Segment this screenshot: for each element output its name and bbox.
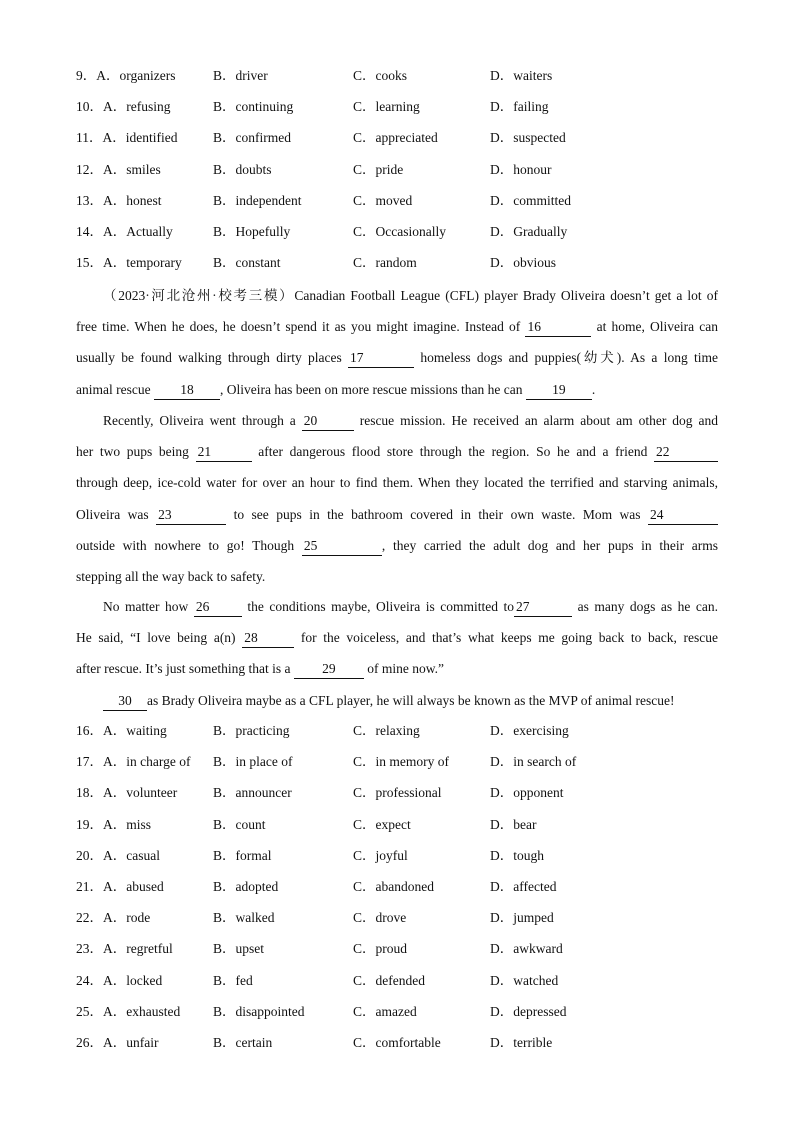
question-number: 12． [76,161,103,177]
option-d[interactable]: D．committed [490,192,571,208]
option-a-text: A．regretful [103,941,173,957]
option-b[interactable]: B．count [213,816,266,832]
option-a-text: A．refusing [103,99,171,115]
option-a-text: A．waiting [103,723,167,738]
blank-24[interactable]: 24 [648,507,718,525]
option-a-text: A．identified [102,130,178,146]
option-b[interactable]: B．doubts [213,161,272,177]
option-b[interactable]: B．announcer [213,785,292,801]
blank-22[interactable]: 22 [654,444,718,462]
question-number: 25． [76,1003,103,1019]
option-b[interactable]: B．adopted [213,879,279,894]
option-d[interactable]: D．watched [490,972,559,988]
option-b[interactable]: B．in place of [213,754,293,770]
option-d[interactable]: D．affected [490,879,557,894]
option-a[interactable] [76,222,173,242]
passage-line: Oliveira was 23 to see pups in the bathroom covered in their own waste. Mom was 24 [76,499,718,530]
option-c[interactable]: C．learning [353,99,420,115]
passage-line: through deep, ice-cold water for over an hour to find them. When they located the terrified and starving animals, [76,475,718,491]
blank-17[interactable]: 17 [348,350,414,368]
option-a[interactable] [76,877,164,897]
blank-27[interactable]: 27 [514,599,572,617]
passage-line: outside with nowhere to go! Though 25 , they carried the adult dog and her pups in their arms [76,530,718,561]
option-c[interactable]: C．joyful [353,847,408,863]
option-a[interactable] [76,253,182,273]
option-a-text: A．locked [103,972,163,988]
blank-19[interactable]: 19 [526,382,592,400]
option-a-text: A．in charge of [103,754,191,770]
option-a[interactable] [76,971,162,991]
option-d[interactable]: D．opponent [490,785,564,801]
passage-line: 30 as Brady Oliveira maybe as a CFL player, he will always be known as the MVP of animal rescue! [76,685,718,716]
option-a-text: A．organizers [96,68,176,83]
option-b[interactable]: B．independent [213,192,302,208]
blank-26[interactable]: 26 [194,599,242,617]
option-d[interactable]: D．honour [490,161,552,177]
option-d[interactable]: D．Gradually [490,224,568,239]
option-b[interactable]: B．upset [213,941,265,957]
option-a[interactable] [76,1002,180,1022]
option-c[interactable]: C．moved [353,192,413,208]
option-a-text: A．abused [103,879,164,894]
option-a-text: A．honest [103,192,162,208]
passage-line: usually be found walking through dirty places 17 homeless dogs and puppies(幼犬). As a long time [76,342,718,373]
option-c[interactable]: C．Occasionally [353,224,446,239]
blank-23[interactable]: 23 [156,507,226,525]
blank-29[interactable]: 29 [294,661,364,679]
question-number: 13． [76,192,103,208]
option-c[interactable]: C．relaxing [353,723,420,738]
passage-line: free time. When he does, he doesn’t spend it as you might imagine. Instead of 16 at home, Oliveira can [76,311,718,342]
option-c[interactable]: C．random [353,255,417,271]
option-b[interactable]: B．continuing [213,99,294,115]
option-a-text: A．rode [103,910,151,926]
option-a-text: A．unfair [103,1035,159,1050]
option-d[interactable]: D．tough [490,847,544,863]
option-d[interactable]: D．awkward [490,941,563,957]
option-a-text: A．Actually [103,224,173,239]
passage-line: her two pups being 21 after dangerous flood store through the region. So he and a friend 22 [76,436,718,467]
option-a[interactable] [76,97,171,117]
option-d[interactable]: D．failing [490,99,549,115]
option-b[interactable]: B．fed [213,972,253,988]
blank-20[interactable]: 20 [302,413,354,431]
option-d[interactable]: D．exercising [490,723,569,738]
option-a-text: A．casual [103,847,160,863]
option-a[interactable] [76,191,162,211]
question-number: 14． [76,224,103,239]
option-c[interactable]: C．defended [353,972,425,988]
option-a-text: A．miss [103,816,152,832]
option-d[interactable]: D．obvious [490,255,557,271]
option-a[interactable] [76,66,175,86]
passage-line: Recently, Oliveira went through a 20 rescue mission. He received an alarm about am other dog and [76,405,718,436]
passage-line: animal rescue 18 , Oliveira has been on more rescue missions than he can 19 . [76,374,718,405]
option-a-text: A．temporary [103,255,182,271]
option-a[interactable] [76,1033,158,1053]
option-c[interactable]: C．in memory of [353,754,449,770]
question-number: 20． [76,847,103,863]
option-d[interactable]: D．bear [490,816,537,832]
passage-line: He said, “I love being a(n) 28 for the voiceless, and that’s what keeps me going back to back, rescue [76,622,718,653]
option-c[interactable]: C．comfortable [353,1035,441,1050]
option-c[interactable]: C．professional [353,785,442,801]
passage-paragraph-3 [76,591,718,685]
question-number: 15． [76,255,103,271]
question-number: 18． [76,785,103,801]
option-c[interactable]: C．appreciated [353,130,438,146]
option-a[interactable] [76,128,177,148]
option-b[interactable]: B．driver [213,68,268,83]
option-d[interactable]: D．waiters [490,68,553,83]
passage-line: （2023·河北沧州·校考三模）Canadian Football League (CFL) player Brady Oliveira doesn’t get a lot of [103,288,718,303]
passage-paragraph-2 [76,405,718,592]
option-c[interactable]: C．cooks [353,68,407,83]
option-b[interactable]: B．formal [213,847,272,863]
question-number: 16． [76,723,103,738]
blank-18[interactable]: 18 [154,382,220,400]
option-a[interactable] [76,908,150,928]
question-number: 26． [76,1035,103,1050]
option-a[interactable] [76,815,151,835]
question-number: 24． [76,972,103,988]
option-c[interactable]: C．abandoned [353,879,434,894]
passage-line: stepping all the way back to safety. [76,568,266,584]
option-d[interactable]: D．depressed [490,1003,567,1019]
blank-28[interactable]: 28 [242,630,294,648]
option-a-text: A．smiles [103,161,161,177]
option-d[interactable]: D．in search of [490,754,577,770]
question-number: 21． [76,879,103,894]
option-b[interactable]: B．confirmed [213,130,291,146]
blank-30[interactable]: 30 [103,693,147,711]
option-b[interactable]: B．constant [213,255,281,271]
option-a-text: A．volunteer [103,785,178,801]
passage-line: No matter how 26 the conditions maybe, Oliveira is committed to 27 as many dogs as he can. [76,591,718,622]
option-a[interactable] [76,160,161,180]
question-number: 10． [76,99,103,115]
option-a-text: A．exhausted [103,1003,181,1019]
option-b[interactable]: B．certain [213,1035,273,1050]
question-number: 11． [76,130,103,146]
passage-line: after rescue. It’s just something that is a 29 of mine now.” [76,653,718,684]
question-number: 19． [76,816,103,832]
option-a[interactable] [76,846,160,866]
option-d[interactable]: D．terrible [490,1035,553,1050]
blank-21[interactable]: 21 [196,444,252,462]
question-number: 17． [76,754,103,770]
passage-paragraph-1 [76,280,718,405]
option-b[interactable]: B．disappointed [213,1003,305,1019]
question-number: 22． [76,910,103,926]
option-b[interactable]: B．practicing [213,723,290,738]
option-d[interactable]: D．jumped [490,910,554,926]
option-c[interactable]: C．pride [353,161,404,177]
option-a[interactable] [76,721,167,741]
blank-16[interactable]: 16 [525,319,591,337]
option-b[interactable]: B．Hopefully [213,224,291,239]
option-c[interactable]: C．drove [353,910,407,926]
option-a[interactable] [76,783,177,803]
option-c[interactable]: C．expect [353,816,411,832]
question-number: 9． [76,68,97,83]
option-a[interactable] [76,752,190,772]
blank-25[interactable]: 25 [302,538,382,556]
option-a[interactable] [76,939,173,959]
option-c[interactable]: C．amazed [353,1003,417,1019]
option-c[interactable]: C．proud [353,941,407,957]
option-d[interactable]: D．suspected [490,130,566,146]
option-b[interactable]: B．walked [213,910,275,926]
question-number: 23． [76,941,103,957]
passage-paragraph-4 [76,685,718,716]
